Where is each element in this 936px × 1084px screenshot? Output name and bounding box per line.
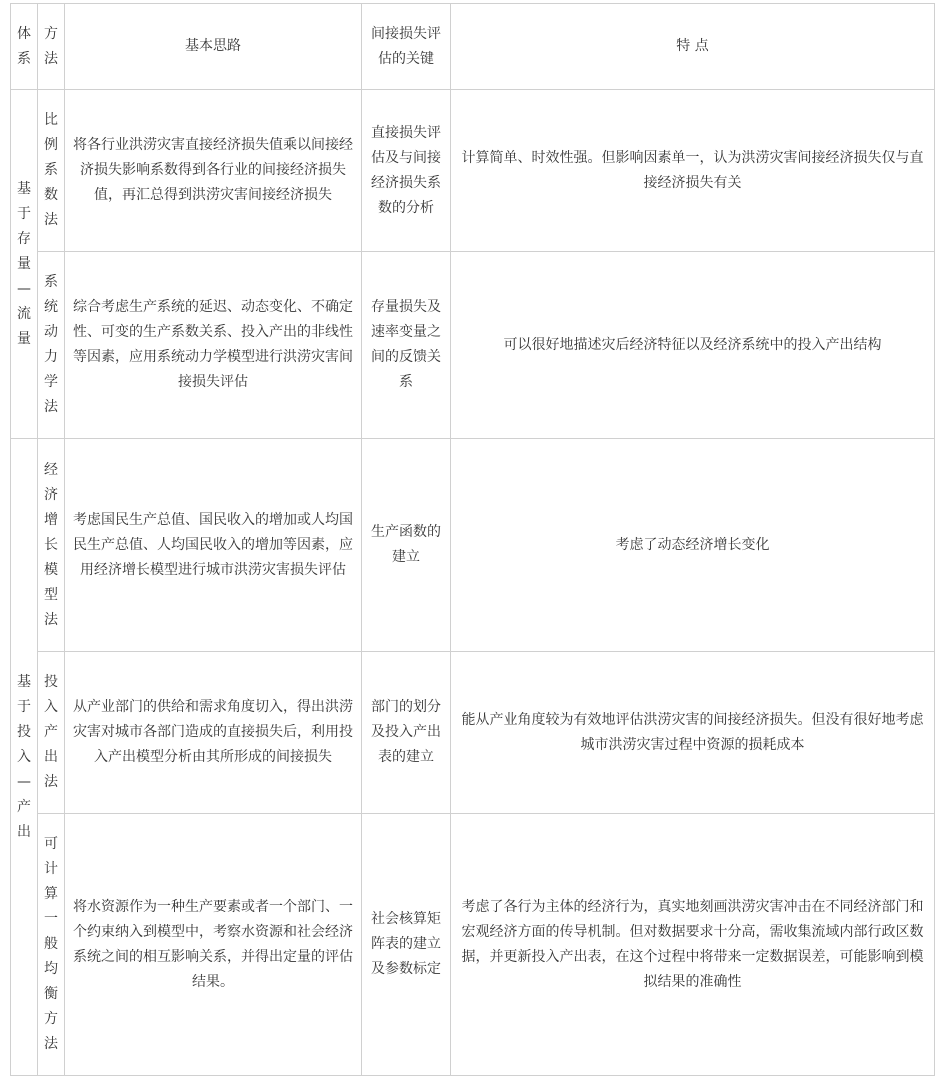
table-row [11,90,935,252]
header-method: 方法 [38,4,65,90]
table-row [11,439,935,652]
idea-cell: 综合考虑生产系统的延迟、动态变化、不确定性、可变的生产系数关系、投入产出的非线性等因素，应用系统动力学模型进行洪涝灾害间接损失评估 [65,252,362,439]
key-cell: 部门的划分及投入产出表的建立 [362,652,451,814]
method-cell: 系统动力学法 [38,252,65,439]
features-cell: 考虑了动态经济增长变化 [451,439,935,652]
key-cell: 社会核算矩阵表的建立及参数标定 [362,814,451,1076]
methods-comparison-table [10,3,935,1076]
method-cell: 可计算一般均衡方法 [38,814,65,1076]
group-cell: 基于投入—产出 [11,439,38,1076]
features-cell: 能从产业角度较为有效地评估洪涝灾害的间接经济损失。但没有很好地考虑城市洪涝灾害过程中资源的损耗成本 [451,652,935,814]
key-cell: 生产函数的建立 [362,439,451,652]
header-features: 特 点 [451,4,935,90]
method-cell: 比例系数法 [38,90,65,252]
features-cell: 计算简单、时效性强。但影响因素单一，认为洪涝灾害间接经济损失仅与直接经济损失有关 [451,90,935,252]
table-row [11,814,935,1076]
header-row [11,4,935,90]
key-cell: 存量损失及速率变量之间的反馈关系 [362,252,451,439]
method-cell: 经济增长模型法 [38,439,65,652]
table-row [11,652,935,814]
features-cell: 可以很好地描述灾后经济特征以及经济系统中的投入产出结构 [451,252,935,439]
idea-cell: 考虑国民生产总值、国民收入的增加或人均国民生产总值、人均国民收入的增加等因素，应用经济增长模型进行城市洪涝灾害损失评估 [65,439,362,652]
header-system: 体系 [11,4,38,90]
features-cell: 考虑了各行为主体的经济行为，真实地刻画洪涝灾害冲击在不同经济部门和宏观经济方面的传导机制。但对数据要求十分高，需收集流域内部行政区数据，并更新投入产出表，在这个过程中将带来一定数据误差，可能影响到模拟结果的准确性 [451,814,935,1076]
idea-cell: 将各行业洪涝灾害直接经济损失值乘以间接经济损失影响系数得到各行业的间接经济损失值，再汇总得到洪涝灾害间接经济损失 [65,90,362,252]
header-key: 间接损失评估的关键 [362,4,451,90]
header-basic-idea: 基本思路 [65,4,362,90]
idea-cell: 将水资源作为一种生产要素或者一个部门、一个约束纳入到模型中，考察水资源和社会经济系统之间的相互影响关系，并得出定量的评估结果。 [65,814,362,1076]
idea-cell: 从产业部门的供给和需求角度切入，得出洪涝灾害对城市各部门造成的直接损失后，利用投入产出模型分析由其所形成的间接损失 [65,652,362,814]
group-cell: 基于存量—流量 [11,90,38,439]
table-row [11,252,935,439]
key-cell: 直接损失评估及与间接经济损失系数的分析 [362,90,451,252]
method-cell: 投入产出法 [38,652,65,814]
